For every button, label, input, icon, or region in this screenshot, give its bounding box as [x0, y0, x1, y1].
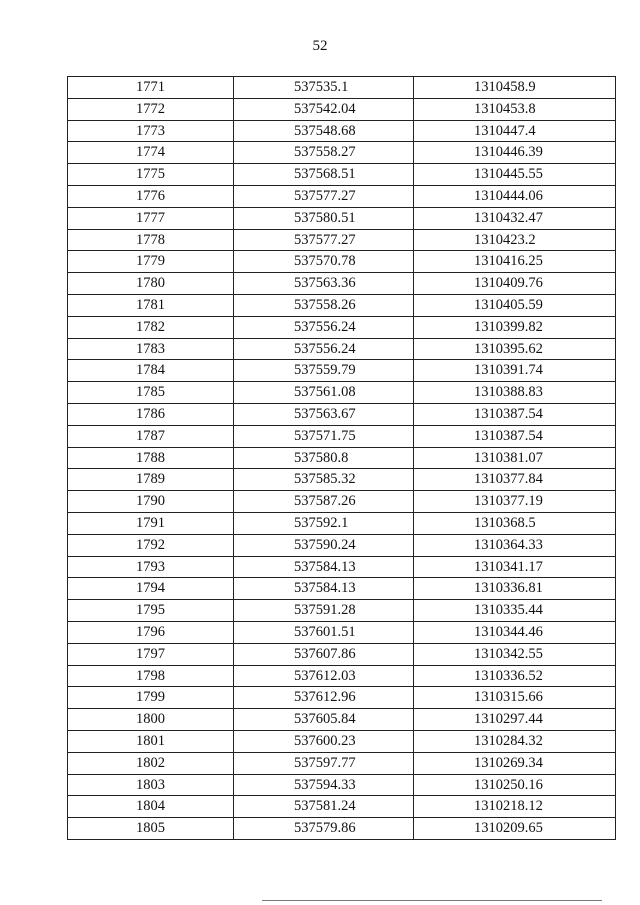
y-coordinate-cell: 1310377.19	[414, 491, 616, 513]
point-number-cell: 1781	[68, 294, 234, 316]
table-row	[68, 164, 616, 186]
table-row	[68, 578, 616, 600]
x-coordinate-cell: 537600.23	[234, 730, 414, 752]
point-number-cell: 1795	[68, 600, 234, 622]
point-number-cell: 1772	[68, 98, 234, 120]
y-coordinate-cell: 1310447.4	[414, 120, 616, 142]
y-coordinate-cell: 1310342.55	[414, 643, 616, 665]
y-coordinate-cell: 1310445.55	[414, 164, 616, 186]
table-row	[68, 600, 616, 622]
y-coordinate-cell: 1310250.16	[414, 774, 616, 796]
bottom-divider	[262, 900, 602, 901]
y-coordinate-cell: 1310218.12	[414, 796, 616, 818]
y-coordinate-cell: 1310368.5	[414, 512, 616, 534]
table-row	[68, 491, 616, 513]
x-coordinate-cell: 537556.24	[234, 316, 414, 338]
point-number-cell: 1788	[68, 447, 234, 469]
table-row	[68, 185, 616, 207]
x-coordinate-cell: 537581.24	[234, 796, 414, 818]
y-coordinate-cell: 1310416.25	[414, 251, 616, 273]
point-number-cell: 1801	[68, 730, 234, 752]
y-coordinate-cell: 1310446.39	[414, 142, 616, 164]
point-number-cell: 1780	[68, 273, 234, 295]
page-number: 52	[312, 38, 328, 54]
y-coordinate-cell: 1310341.17	[414, 556, 616, 578]
x-coordinate-cell: 537601.51	[234, 621, 414, 643]
point-number-cell: 1777	[68, 207, 234, 229]
table-row	[68, 621, 616, 643]
table-row	[68, 338, 616, 360]
y-coordinate-cell: 1310335.44	[414, 600, 616, 622]
x-coordinate-cell: 537592.1	[234, 512, 414, 534]
point-number-cell: 1791	[68, 512, 234, 534]
x-coordinate-cell: 537558.27	[234, 142, 414, 164]
y-coordinate-cell: 1310458.9	[414, 77, 616, 99]
x-coordinate-cell: 537591.28	[234, 600, 414, 622]
point-number-cell: 1775	[68, 164, 234, 186]
point-number-cell: 1776	[68, 185, 234, 207]
x-coordinate-cell: 537590.24	[234, 534, 414, 556]
point-number-cell: 1793	[68, 556, 234, 578]
y-coordinate-cell: 1310395.62	[414, 338, 616, 360]
coordinates-table	[67, 76, 616, 840]
x-coordinate-cell: 537535.1	[234, 77, 414, 99]
table-row	[68, 774, 616, 796]
point-number-cell: 1774	[68, 142, 234, 164]
x-coordinate-cell: 537585.32	[234, 469, 414, 491]
table-row	[68, 687, 616, 709]
x-coordinate-cell: 537580.8	[234, 447, 414, 469]
x-coordinate-cell: 537607.86	[234, 643, 414, 665]
y-coordinate-cell: 1310387.54	[414, 403, 616, 425]
y-coordinate-cell: 1310336.81	[414, 578, 616, 600]
x-coordinate-cell: 537584.13	[234, 556, 414, 578]
x-coordinate-cell: 537612.03	[234, 665, 414, 687]
table-row	[68, 294, 616, 316]
y-coordinate-cell: 1310423.2	[414, 229, 616, 251]
y-coordinate-cell: 1310405.59	[414, 294, 616, 316]
point-number-cell: 1804	[68, 796, 234, 818]
x-coordinate-cell: 537568.51	[234, 164, 414, 186]
y-coordinate-cell: 1310381.07	[414, 447, 616, 469]
point-number-cell: 1798	[68, 665, 234, 687]
point-number-cell: 1779	[68, 251, 234, 273]
x-coordinate-cell: 537605.84	[234, 709, 414, 731]
x-coordinate-cell: 537563.36	[234, 273, 414, 295]
table-row	[68, 229, 616, 251]
point-number-cell: 1794	[68, 578, 234, 600]
point-number-cell: 1787	[68, 425, 234, 447]
table-row	[68, 752, 616, 774]
y-coordinate-cell: 1310209.65	[414, 818, 616, 840]
y-coordinate-cell: 1310399.82	[414, 316, 616, 338]
y-coordinate-cell: 1310432.47	[414, 207, 616, 229]
y-coordinate-cell: 1310315.66	[414, 687, 616, 709]
table-row	[68, 818, 616, 840]
x-coordinate-cell: 537559.79	[234, 360, 414, 382]
y-coordinate-cell: 1310453.8	[414, 98, 616, 120]
y-coordinate-cell: 1310344.46	[414, 621, 616, 643]
x-coordinate-cell: 537587.26	[234, 491, 414, 513]
y-coordinate-cell: 1310388.83	[414, 382, 616, 404]
table-row	[68, 534, 616, 556]
point-number-cell: 1786	[68, 403, 234, 425]
x-coordinate-cell: 537570.78	[234, 251, 414, 273]
table-row	[68, 447, 616, 469]
table-row	[68, 98, 616, 120]
point-number-cell: 1783	[68, 338, 234, 360]
point-number-cell: 1771	[68, 77, 234, 99]
table-row	[68, 360, 616, 382]
y-coordinate-cell: 1310391.74	[414, 360, 616, 382]
point-number-cell: 1800	[68, 709, 234, 731]
table-row	[68, 403, 616, 425]
table-row	[68, 730, 616, 752]
x-coordinate-cell: 537558.26	[234, 294, 414, 316]
point-number-cell: 1797	[68, 643, 234, 665]
table-row	[68, 796, 616, 818]
x-coordinate-cell: 537584.13	[234, 578, 414, 600]
table-row	[68, 556, 616, 578]
x-coordinate-cell: 537597.77	[234, 752, 414, 774]
x-coordinate-cell: 537580.51	[234, 207, 414, 229]
point-number-cell: 1782	[68, 316, 234, 338]
point-number-cell: 1790	[68, 491, 234, 513]
y-coordinate-cell: 1310297.44	[414, 709, 616, 731]
x-coordinate-cell: 537594.33	[234, 774, 414, 796]
table-row	[68, 77, 616, 99]
table-row	[68, 643, 616, 665]
point-number-cell: 1778	[68, 229, 234, 251]
table-row	[68, 469, 616, 491]
point-number-cell: 1784	[68, 360, 234, 382]
x-coordinate-cell: 537548.68	[234, 120, 414, 142]
x-coordinate-cell: 537571.75	[234, 425, 414, 447]
table-row	[68, 207, 616, 229]
point-number-cell: 1796	[68, 621, 234, 643]
point-number-cell: 1773	[68, 120, 234, 142]
table-row	[68, 665, 616, 687]
point-number-cell: 1789	[68, 469, 234, 491]
x-coordinate-cell: 537577.27	[234, 185, 414, 207]
y-coordinate-cell: 1310377.84	[414, 469, 616, 491]
table-row	[68, 316, 616, 338]
table-row	[68, 251, 616, 273]
x-coordinate-cell: 537542.04	[234, 98, 414, 120]
y-coordinate-cell: 1310284.32	[414, 730, 616, 752]
y-coordinate-cell: 1310336.52	[414, 665, 616, 687]
table-row	[68, 512, 616, 534]
x-coordinate-cell: 537563.67	[234, 403, 414, 425]
table-row	[68, 120, 616, 142]
x-coordinate-cell: 537556.24	[234, 338, 414, 360]
y-coordinate-cell: 1310409.76	[414, 273, 616, 295]
table-row	[68, 273, 616, 295]
x-coordinate-cell: 537612.96	[234, 687, 414, 709]
y-coordinate-cell: 1310269.34	[414, 752, 616, 774]
table-row	[68, 425, 616, 447]
point-number-cell: 1792	[68, 534, 234, 556]
point-number-cell: 1805	[68, 818, 234, 840]
y-coordinate-cell: 1310364.33	[414, 534, 616, 556]
point-number-cell: 1799	[68, 687, 234, 709]
point-number-cell: 1785	[68, 382, 234, 404]
table-row	[68, 142, 616, 164]
point-number-cell: 1803	[68, 774, 234, 796]
y-coordinate-cell: 1310387.54	[414, 425, 616, 447]
table-row	[68, 709, 616, 731]
point-number-cell: 1802	[68, 752, 234, 774]
table-row	[68, 382, 616, 404]
x-coordinate-cell: 537579.86	[234, 818, 414, 840]
coordinates-table-body	[68, 77, 616, 840]
y-coordinate-cell: 1310444.06	[414, 185, 616, 207]
x-coordinate-cell: 537561.08	[234, 382, 414, 404]
x-coordinate-cell: 537577.27	[234, 229, 414, 251]
